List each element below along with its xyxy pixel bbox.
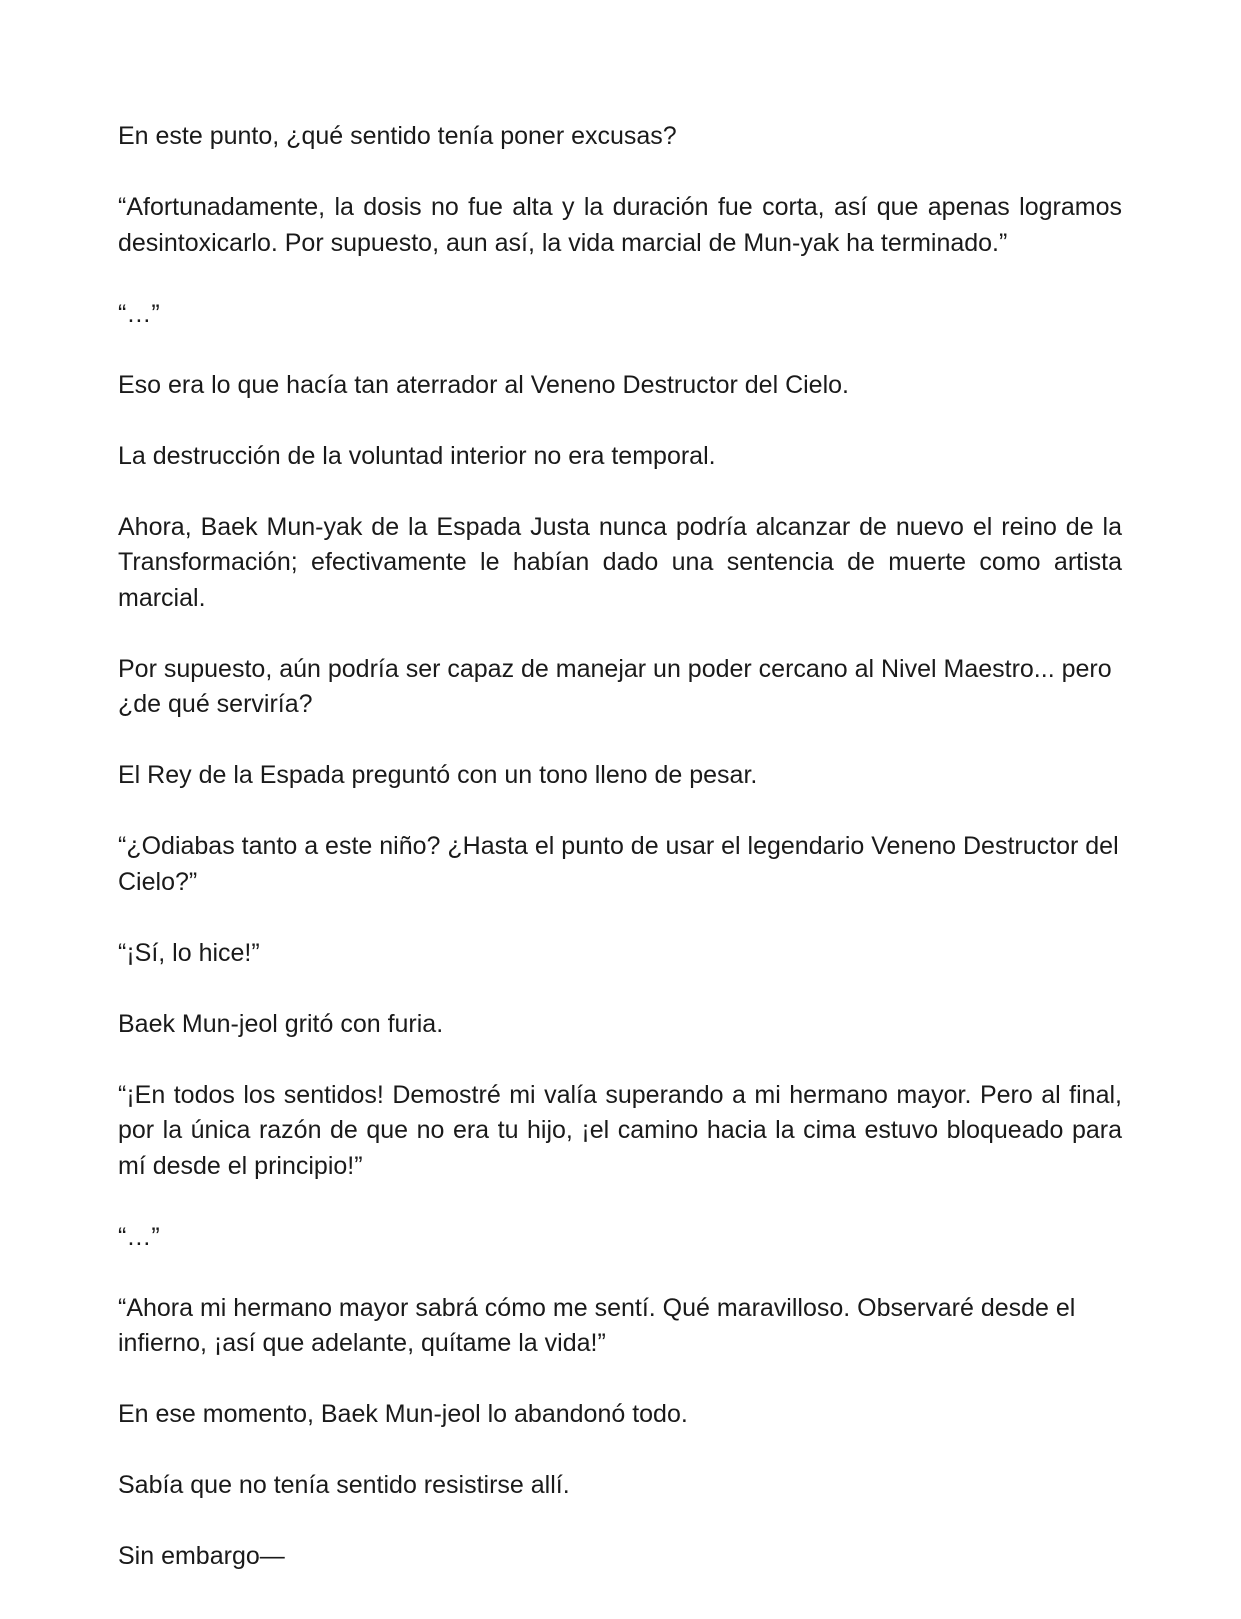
paragraph: “¡Sí, lo hice!” xyxy=(118,938,260,967)
paragraph: Por supuesto, aún podría ser capaz de manejar un poder cercano al Nivel Maestro... pero ¿de qué serviría? xyxy=(118,654,1112,718)
paragraph: “…” xyxy=(118,1222,160,1251)
paragraph: “Ahora mi hermano mayor sabrá cómo me sentí. Qué maravilloso. Observaré desde el infierno, ¡así que adelante, quítame la vida!” xyxy=(118,1293,1076,1357)
paragraph: “¿Odiabas tanto a este niño? ¿Hasta el punto de usar el legendario Veneno Destructor del Cielo?” xyxy=(118,832,1119,896)
paragraph: La destrucción de la voluntad interior no era temporal. xyxy=(118,441,716,470)
paragraph: Baek Mun-jeol gritó con furia. xyxy=(118,1009,444,1038)
paragraph: Eso era lo que hacía tan aterrador al Veneno Destructor del Cielo. xyxy=(118,370,849,399)
paragraph: En este punto, ¿qué sentido tenía poner excusas? xyxy=(118,122,677,150)
paragraph: Sabía que no tenía sentido resistirse allí. xyxy=(118,1471,570,1499)
paragraph: Sin embargo— xyxy=(118,1542,285,1570)
paragraph: “Afortunadamente, la dosis no fue alta y la duración fue corta, así que apenas logramos desintoxicarlo. Por supuesto, aun así, la vida marcial de Mun-yak ha terminado.” xyxy=(118,193,1122,257)
paragraph: En ese momento, Baek Mun-jeol lo abandonó todo. xyxy=(118,1400,688,1428)
paragraph: “¡En todos los sentidos! Demostré mi valía superando a mi hermano mayor. Pero al final, por la única razón de que no era tu hijo, ¡el camino hacia la cima estuvo bloqueado para mí desde el principio!” xyxy=(118,1080,1122,1180)
paragraph: El Rey de la Espada preguntó con un tono lleno de pesar. xyxy=(118,761,758,789)
document-body xyxy=(118,119,1122,1610)
paragraph: Ahora, Baek Mun-yak de la Espada Justa nunca podría alcanzar de nuevo el reino de la Transformación; efectivamente le habían dado una sentencia de muerte como artista marcial. xyxy=(118,512,1122,612)
paragraph: “…” xyxy=(118,299,160,328)
